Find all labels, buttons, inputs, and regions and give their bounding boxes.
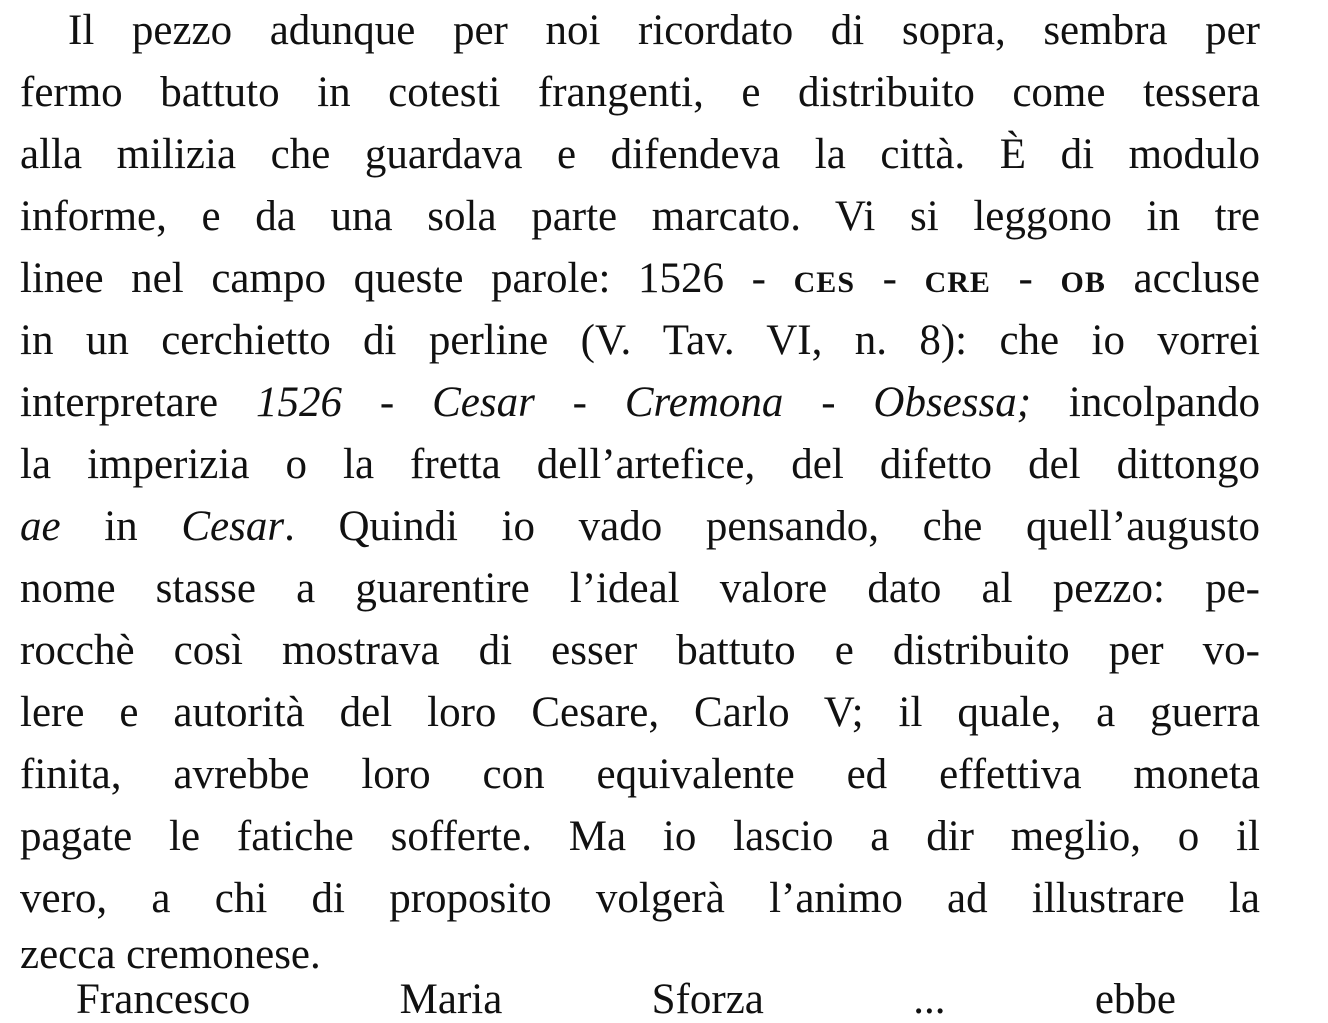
- text-line: [20, 62, 1260, 124]
- line-text: pagate le fatiche sofferte. Ma io lascio a dir meglio, o il: [20, 813, 1260, 860]
- line-text: la imperizia o la fretta dell’artefice, del difetto del dittongo: [20, 441, 1260, 488]
- text-line: [20, 868, 1260, 930]
- line-text: . Quindi io vado pensando, che quell’augusto: [284, 503, 1261, 550]
- text-line: [20, 310, 1260, 372]
- text-line: [20, 806, 1260, 868]
- line-text: lere e autorità del loro Cesare, Carlo V; il quale, a guerra: [20, 689, 1260, 736]
- line-text: rocchè così mostrava di esser battuto e distribuito per vo-: [20, 627, 1260, 674]
- italic-text: ae: [20, 503, 61, 550]
- line-text: finita, avrebbe loro con equivalente ed effettiva moneta: [20, 751, 1260, 798]
- line-text: -: [855, 255, 925, 302]
- small-caps-word: CES: [793, 266, 855, 299]
- text-line: [20, 744, 1260, 806]
- cut-off-line: Francesco Maria Sforza ... ebbe: [76, 976, 1176, 1023]
- italic-text: 1526 - Cesar - Cremona - Obsessa;: [256, 379, 1032, 426]
- line-text: zecca cremonese.: [20, 931, 321, 978]
- line-text: nome stasse a guarentire l’ideal valore dato al pezzo: pe-: [20, 565, 1260, 612]
- small-caps-word: CRE: [924, 266, 991, 299]
- line-text: incolpando: [1031, 379, 1260, 426]
- text-line: [20, 372, 1260, 434]
- italic-text: Cesar: [181, 503, 285, 550]
- line-text: linee nel campo queste parole: 1526 -: [20, 255, 794, 302]
- line-text: in: [60, 503, 182, 550]
- line-text: accluse: [1105, 255, 1261, 302]
- text-line: [20, 248, 1260, 310]
- text-line: [20, 496, 1260, 558]
- line-text: in un cerchietto di perline (V. Tav. VI, n. 8): che io vorrei: [20, 317, 1260, 364]
- line-text: Il pezzo adunque per noi ricordato di sopra, sembra per: [68, 7, 1260, 54]
- line-text: -: [990, 255, 1061, 302]
- text-line: [20, 682, 1260, 744]
- line-text: fermo battuto in cotesti frangenti, e distribuito come tessera: [20, 69, 1260, 116]
- line-text: informe, e da una sola parte marcato. Vi si leggono in tre: [20, 193, 1260, 240]
- text-line: [20, 186, 1260, 248]
- small-caps-word: OB: [1060, 266, 1106, 299]
- text-line: [20, 620, 1260, 682]
- text-line: [20, 558, 1260, 620]
- line-text: alla milizia che guardava e difendeva la città. È di modulo: [20, 131, 1260, 178]
- line-text: interpretare: [20, 379, 257, 426]
- text-line: [20, 434, 1260, 496]
- text-line: [20, 124, 1260, 186]
- line-text: vero, a chi di proposito volgerà l’animo ad illustrare la: [20, 875, 1260, 922]
- text-line: [20, 0, 1260, 62]
